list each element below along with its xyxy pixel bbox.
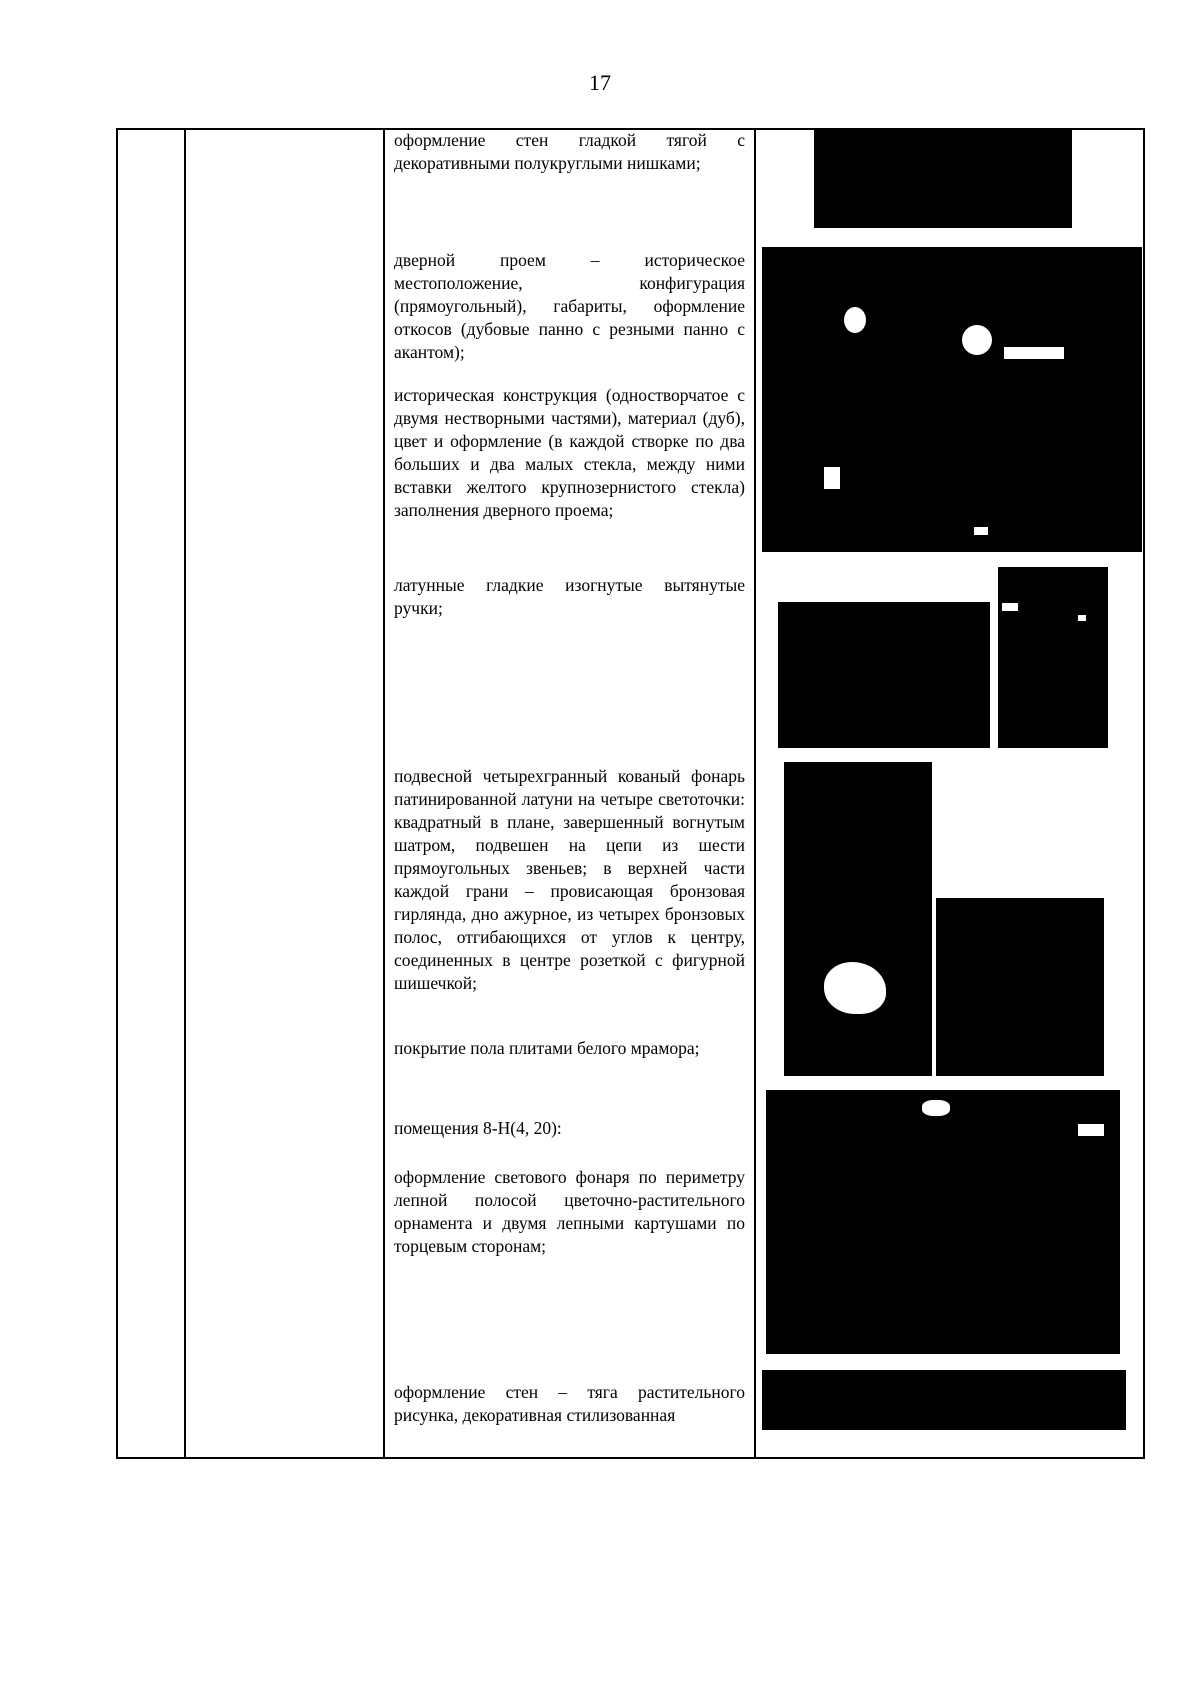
photo-door-opening: [762, 247, 1142, 552]
photo-handle-left: [778, 602, 990, 748]
photo-skylight: [766, 1090, 1120, 1354]
paragraph-wall-frieze: оформление стен – тяга растительного рисунка, декоративная стилизованная: [394, 1382, 745, 1425]
column-divider-2: [383, 130, 385, 1457]
paragraph-wall-moulding: оформление стен гладкой тягой с декоративными полукруглыми нишками;: [394, 130, 745, 173]
column-divider-3: [754, 130, 756, 1457]
photo-handle-right: [998, 567, 1108, 748]
column-divider-1: [184, 130, 186, 1457]
photo-wall-niches: [814, 128, 1072, 228]
photo-wall-frieze: [762, 1370, 1126, 1430]
paragraph-door-opening: дверной проем – историческое местоположение, конфигурация (прямоугольный), габариты, оформление откосов (дубовые панно с резными панно с акантом);: [394, 250, 745, 362]
paragraph-rooms-heading: помещения 8-Н(4, 20):: [394, 1118, 562, 1138]
paragraph-skylight: оформление светового фонаря по периметру лепной полосой цветочно-растительного орнамента и двумя лепными картушами по торцевым сторонам;: [394, 1167, 745, 1256]
photo-lantern-right: [936, 898, 1104, 1076]
paragraph-hanging-lantern: подвесной четырехгранный кованый фонарь патинированной латуни на четыре светоточки: квадратный в плане, завершенный вогнутым шатром, подвешен на цепи из шести прямоугольных звеньев; в верхней части каждой грани – провисающая бронзовая гирлянда, дно ажурное, из четырех бронзовых полос, отгибающихся от углов к центру, соединенных в центре розеткой с фигурной шишечкой;: [394, 766, 745, 993]
paragraph-marble-floor: покрытие пола плитами белого мрамора;: [394, 1038, 700, 1058]
page-number: 17: [589, 70, 611, 95]
paragraph-brass-handles: латунные гладкие изогнутые вытянутые ручки;: [394, 575, 745, 618]
photo-lantern-left: [784, 762, 932, 1076]
paragraph-door-construction: историческая конструкция (одностворчатое с двумя нестворными частями), материал (дуб), цвет и оформление (в каждой створке по два больших и два малых стекла, между ними вставки желтого крупнозернистого стекла) заполнения дверного проема;: [394, 385, 745, 520]
